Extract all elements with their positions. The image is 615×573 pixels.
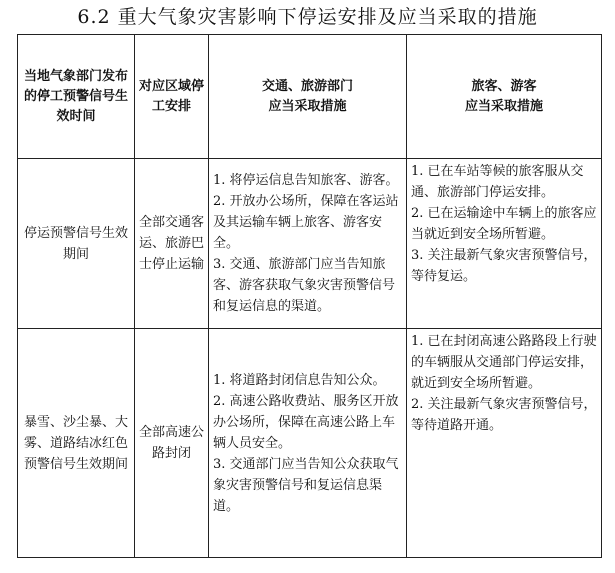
cell-warning-time: 暴雪、沙尘暴、大雾、道路结冰红色预警信号生效期间 bbox=[18, 329, 135, 558]
measure-item: 2. 已在运输途中车辆上的旅客应当就近到安全场所暂避。 bbox=[411, 206, 597, 242]
measure-item: 2. 高速公路收费站、服务区开放办公场所，保障在高速公路上车辆人员安全。 bbox=[213, 393, 399, 451]
cell-traveler-measures bbox=[407, 329, 602, 558]
header-traveler-measures: 旅客、游客 应当采取措施 bbox=[407, 35, 602, 159]
measure-item: 1. 将道路封闭信息告知公众。 bbox=[213, 372, 386, 388]
header-warning-time: 当地气象部门发布的停工预警信号生效时间 bbox=[18, 35, 135, 159]
table-header-row bbox=[18, 35, 602, 159]
header-arrangement: 对应区域停工安排 bbox=[135, 35, 209, 159]
measures-table bbox=[17, 34, 602, 558]
measure-item: 3. 交通部门应当告知公众获取气象灾害预警信号和复运信息渠道。 bbox=[213, 456, 399, 514]
measure-item: 1. 已在封闭高速公路路段上行驶的车辆服从交通部门停运安排，就近到安全场所暂避。 bbox=[411, 334, 597, 391]
measure-item: 1. 将停运信息告知旅客、游客。 bbox=[213, 173, 399, 188]
header-transport-measures: 交通、旅游部门 应当采取措施 bbox=[209, 35, 407, 159]
cell-arrangement: 全部交通客运、旅游巴士停止运输 bbox=[135, 159, 209, 329]
measure-item: 1. 已在车站等候的旅客服从交通、旅游部门停运安排。 bbox=[411, 164, 584, 200]
page-title: 6.2 重大气象灾害影响下停运安排及应当采取的措施 bbox=[77, 6, 538, 28]
cell-transport-measures bbox=[209, 159, 407, 329]
cell-arrangement: 全部高速公路封闭 bbox=[135, 329, 209, 558]
measure-item: 3. 交通、旅游部门应当告知旅客、游客获取气象灾害预警信号和复运信息的渠道。 bbox=[213, 257, 396, 314]
table-row bbox=[18, 329, 602, 558]
table-row bbox=[18, 159, 602, 329]
measure-item: 2. 开放办公场所，保障在客运站及其运输车辆上旅客、游客安全。 bbox=[213, 194, 399, 251]
cell-warning-time: 停运预警信号生效期间 bbox=[18, 159, 135, 329]
cell-transport-measures bbox=[209, 329, 407, 558]
measure-item: 3. 关注最新气象灾害预警信号，等待复运。 bbox=[411, 248, 597, 284]
cell-traveler-measures bbox=[407, 159, 602, 329]
measure-item: 2. 关注最新气象灾害预警信号，等待道路开通。 bbox=[411, 397, 597, 433]
